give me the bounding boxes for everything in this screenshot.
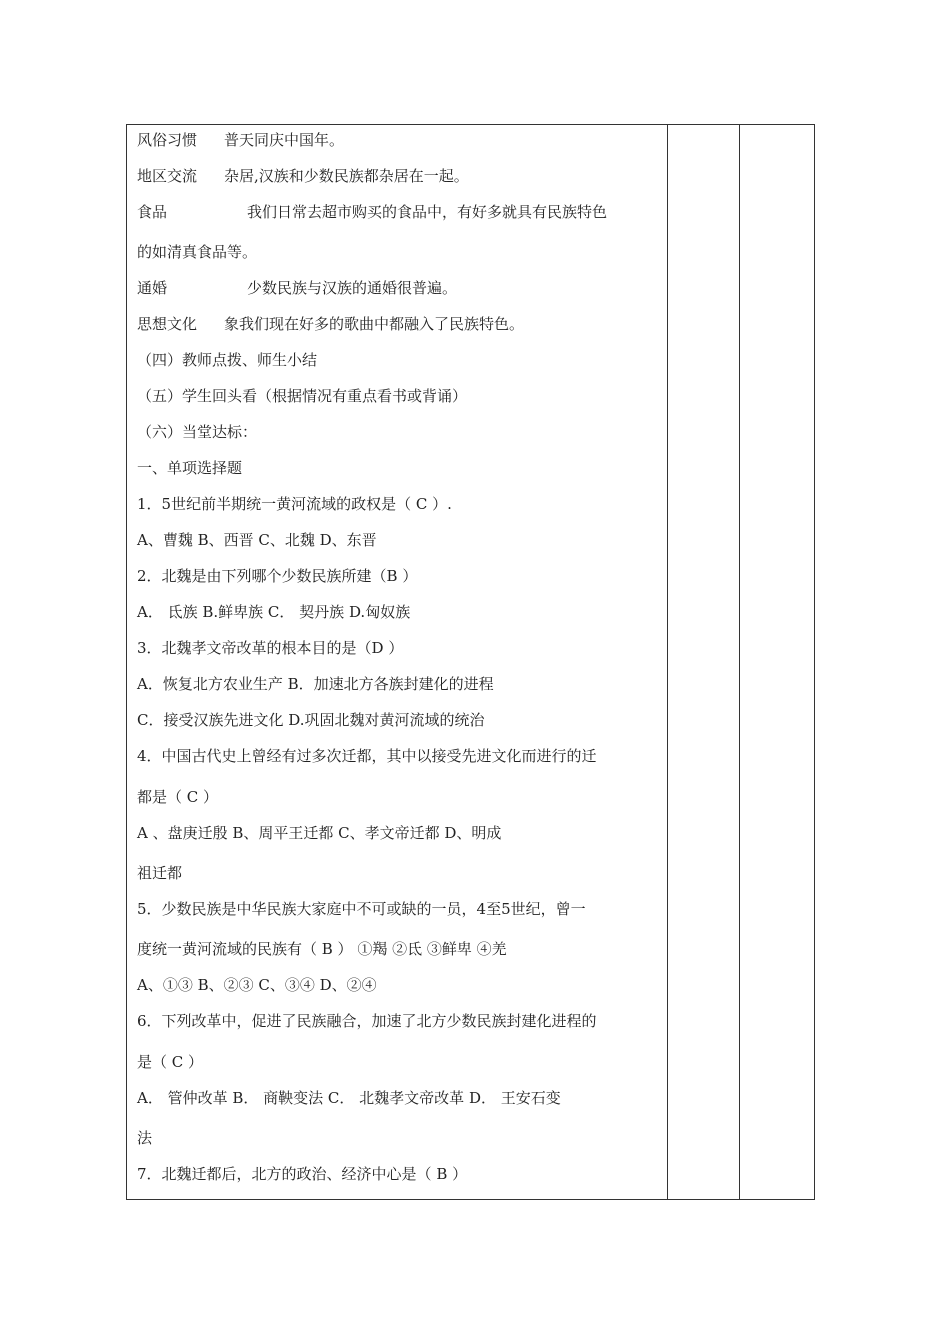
- question-line: 是（ C ）: [137, 1053, 204, 1071]
- column-divider: [739, 125, 740, 1199]
- question-line: 6．下列改革中，促进了民族融合，加速了北方少数民族封建化进程的: [137, 1012, 597, 1030]
- answer-options: A 、盘庚迁殷 B、周平王迁都 C、孝文帝迁都 D、明成: [137, 824, 502, 842]
- answer-options: A． 管仲改革 B． 商鞅变法 C． 北魏孝文帝改革 D． 王安石变: [137, 1089, 561, 1107]
- answer-options: A、①③ B、②③ C、③④ D、②④: [137, 976, 377, 994]
- question-line: 1．5世纪前半期统一黄河流域的政权是（ C ）.: [137, 495, 452, 513]
- section-heading: （六）当堂达标：: [137, 423, 258, 441]
- text-line: 地区交流 杂居,汉族和少数民族都杂居在一起。: [137, 167, 469, 185]
- question-line: 4．中国古代史上曾经有过多次迁都，其中以接受先进文化而进行的迁: [137, 747, 597, 765]
- answer-options: 祖迁都: [137, 864, 183, 882]
- text-line: 食品 我们日常去超市购买的食品中，有好多就具有民族特色: [137, 203, 608, 221]
- question-line: 2．北魏是由下列哪个少数民族所建（B ）: [137, 567, 418, 585]
- section-heading: （五）学生回头看（根据情况有重点看书或背诵）: [137, 387, 468, 405]
- question-line: 度统一黄河流域的民族有（ B ） ①羯 ②氐 ③鲜卑 ④羌: [137, 940, 507, 958]
- answer-options: 法: [137, 1129, 153, 1147]
- column-divider: [667, 125, 668, 1199]
- question-line: 3．北魏孝文帝改革的根本目的是（D ）: [137, 639, 404, 657]
- text-line: 风俗习惯 普天同庆中国年。: [137, 131, 345, 149]
- question-line: 都是（ C ）: [137, 788, 219, 806]
- answer-options: A、曹魏 B、西晋 C、北魏 D、东晋: [137, 531, 377, 549]
- question-line: 7．北魏迁都后，北方的政治、经济中心是（ B ）: [137, 1165, 468, 1183]
- section-heading: （四）教师点拨、师生小结: [137, 351, 318, 369]
- text-line: 的如清真食品等。: [137, 243, 258, 261]
- question-line: 5．少数民族是中华民族大家庭中不可或缺的一员，4至5世纪，曾一: [137, 900, 586, 918]
- section-heading: 一、单项选择题: [137, 459, 243, 477]
- text-line: 通婚 少数民族与汉族的通婚很普遍。: [137, 279, 458, 297]
- answer-options: A．恢复北方农业生产 B．加速北方各族封建化的进程: [137, 675, 494, 693]
- answer-options: A． 氐族 B.鲜卑族 C． 契丹族 D.匈奴族: [137, 603, 411, 621]
- answer-options: C．接受汉族先进文化 D.巩固北魏对黄河流域的统治: [137, 711, 485, 729]
- document-table: [126, 124, 815, 1200]
- text-line: 思想文化 象我们现在好多的歌曲中都融入了民族特色。: [137, 315, 525, 333]
